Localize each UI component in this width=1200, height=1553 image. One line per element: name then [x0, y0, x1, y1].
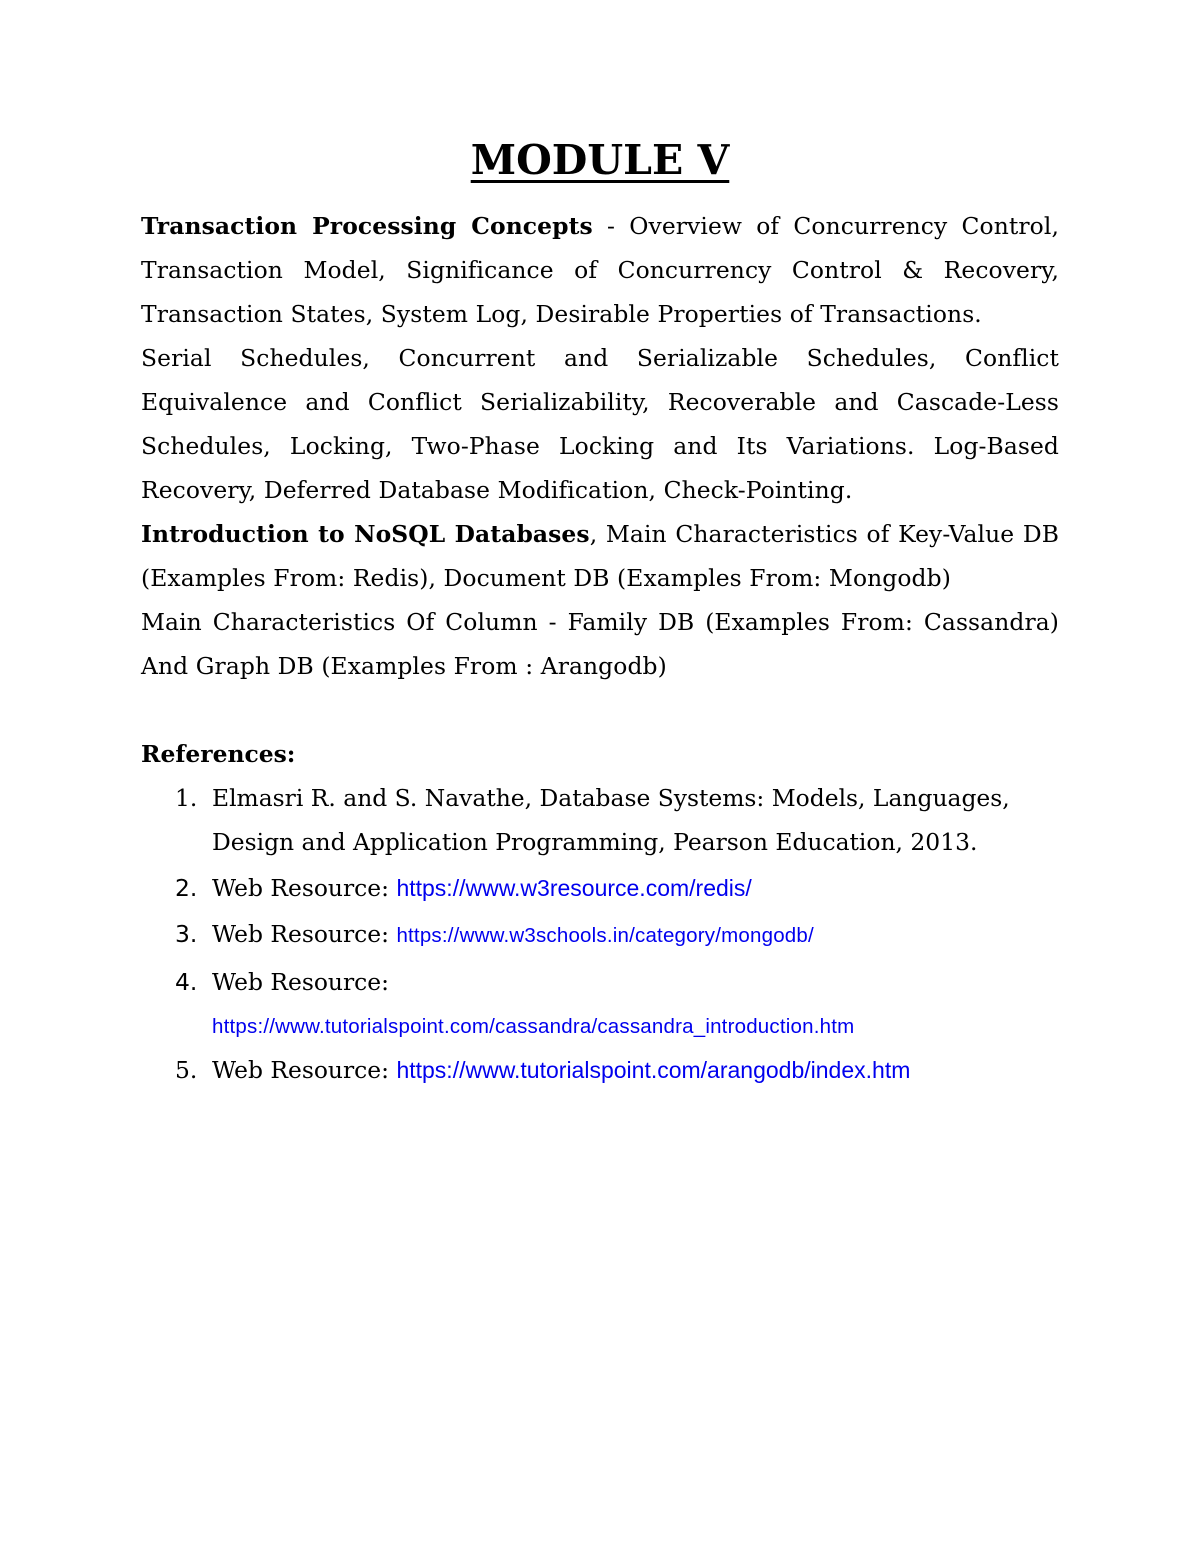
- reference-text: Elmasri R. and S. Navathe, Database Systems: Models, Languages, Design and Application Programming, Pearson Education, 2013.: [212, 784, 1010, 856]
- paragraph-body: Main Characteristics Of Column - Family DB (Examples From: Cassandra) And Graph DB (Examples From : Arangodb): [141, 608, 1059, 680]
- reference-item: [141, 866, 1059, 910]
- paragraph-body: - Overview of Concurrency Control, Transaction Model, Significance of Concurrency Control & Recovery, Transaction States, System Log, Desirable Properties of Transactions.: [141, 212, 1059, 328]
- paragraph-bold-lead: Introduction to NoSQL Databases: [141, 520, 590, 548]
- reference-link-cassandra[interactable]: https://www.tutorialspoint.com/cassandra/cassandra_introduction.htm: [212, 1015, 855, 1038]
- reference-text: Web Resource:: [212, 874, 397, 902]
- reference-link-mongodb[interactable]: https://www.w3schools.in/category/mongodb/: [396, 924, 814, 947]
- paragraph-body: , Main Characteristics of Key-Value DB (Examples From: Redis), Document DB (Examples From: Mongodb): [141, 520, 1059, 592]
- reference-link-arangodb[interactable]: https://www.tutorialspoint.com/arangodb/index.htm: [396, 1057, 911, 1083]
- reference-text: Web Resource:: [212, 1056, 397, 1084]
- reference-number: 3.: [175, 920, 198, 948]
- document-page: [141, 130, 1059, 1092]
- reference-item: [141, 912, 1059, 958]
- reference-number: 1.: [175, 784, 198, 812]
- paragraph-column-graph: [141, 600, 1059, 688]
- reference-number: 5.: [175, 1056, 198, 1084]
- reference-number: 2.: [175, 874, 198, 902]
- reference-link-redis[interactable]: https://www.w3resource.com/redis/: [396, 875, 752, 901]
- paragraph-transaction-concepts: [141, 204, 1059, 336]
- reference-number: 4.: [175, 968, 198, 996]
- reference-text: Web Resource:: [212, 968, 389, 996]
- reference-item: [141, 960, 1059, 1048]
- paragraph-body: Serial Schedules, Concurrent and Serializable Schedules, Conflict Equivalence and Conflict Serializability, Recoverable and Cascade-Less Schedules, Locking, Two-Phase Locking and Its Variations. Log-Based Recovery, Deferred Database Modification, Check-Pointing.: [141, 344, 1059, 504]
- reference-text: Web Resource:: [212, 920, 397, 948]
- paragraph-bold-lead: Transaction Processing Concepts: [141, 212, 593, 240]
- paragraph-nosql-intro: [141, 512, 1059, 600]
- page-title: MODULE V: [470, 136, 730, 184]
- reference-item: [141, 776, 1059, 864]
- spacer: [141, 688, 1059, 732]
- references-list: [141, 776, 1059, 1092]
- reference-item: [141, 1048, 1059, 1092]
- paragraph-schedules: [141, 336, 1059, 512]
- references-heading: References:: [141, 740, 296, 768]
